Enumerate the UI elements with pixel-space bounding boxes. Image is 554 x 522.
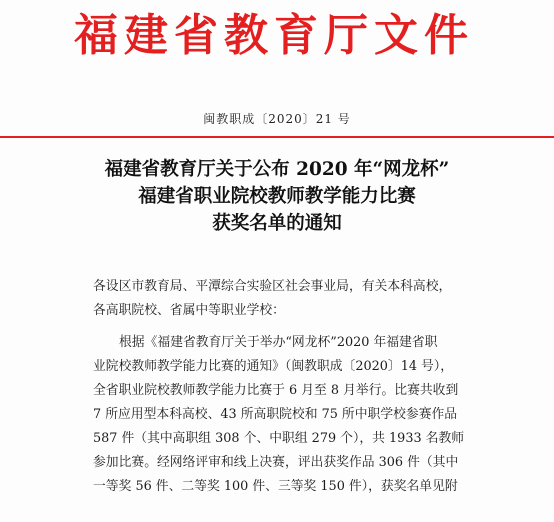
- salutation: [93, 275, 503, 323]
- paragraph-line: 587 件（其中高职组 308 个、中职组 279 个），共 1933 名教师: [93, 431, 465, 446]
- document-masthead: 福建省教育厅文件: [74, 10, 474, 61]
- title-line-1: 福建省教育厅关于公布 2020 年“网龙杯”: [104, 159, 450, 180]
- paragraph-line: 业院校教师教学能力比赛的通知》（闽教职成〔2020〕14 号），: [93, 359, 454, 374]
- document-number: 闽教职成〔2020〕21 号: [203, 112, 351, 126]
- salutation-line-2: 各高职院校、省属中等职业学校：: [93, 303, 285, 318]
- title-line-3: 获奖名单的通知: [212, 213, 342, 234]
- red-separator-line: [0, 136, 554, 138]
- salutation-line-1: 各设区市教育局、平潭综合实验区社会事业局，有关本科高校，: [93, 279, 452, 294]
- title-line-2: 福建省职业院校教师教学能力比赛: [138, 186, 416, 207]
- paragraph-line: 参加比赛。经网络评审和线上决赛，评出获奖作品 306 件（其中: [93, 455, 459, 470]
- paragraph-line: 根据《福建省教育厅关于举办“网龙杯”2020 年福建省职: [119, 335, 438, 350]
- paragraph-line: 一等奖 56 件、二等奖 100 件、三等奖 150 件），获奖名单见附: [93, 479, 458, 494]
- paragraph-line: 全省职业院校教师教学能力比赛于 6 月至 8 月举行。比赛共收到: [93, 383, 459, 398]
- paragraph-line: 7 所应用型本科高校、43 所高职院校和 75 所中职学校参赛作品: [93, 407, 458, 422]
- notice-title: [40, 156, 514, 237]
- body-paragraph: [93, 331, 503, 499]
